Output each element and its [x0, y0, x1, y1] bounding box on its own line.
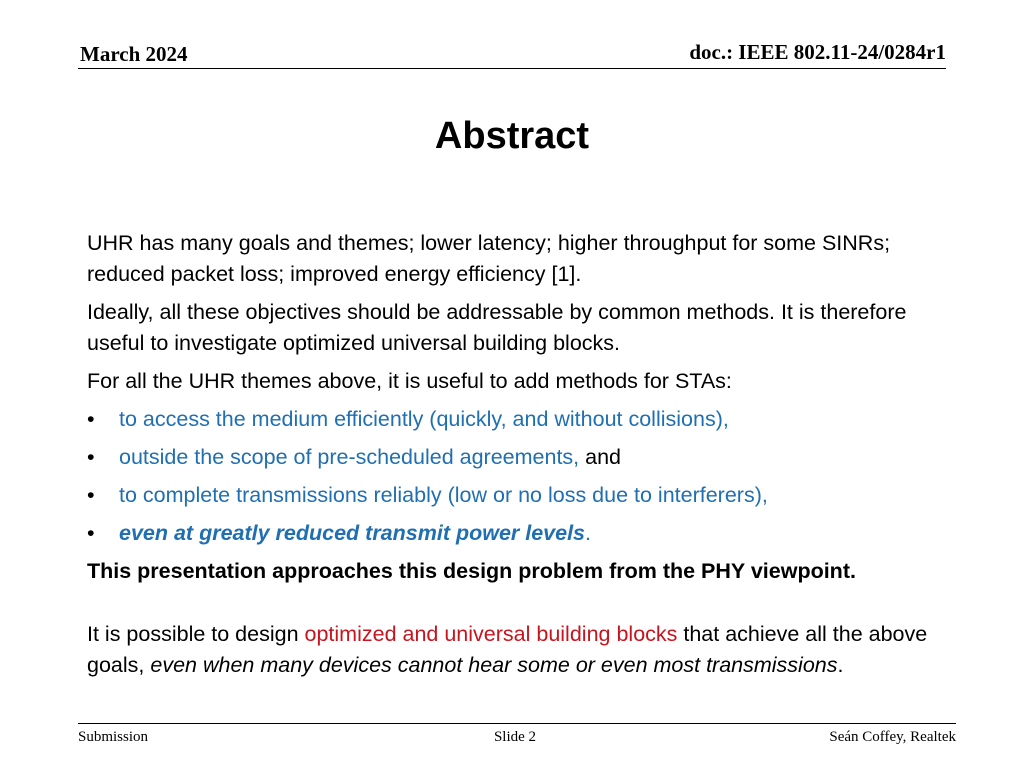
- slide-title: Abstract: [434, 115, 590, 157]
- bullet-text: to complete transmissions reliably (low or no loss due to interferers),: [119, 483, 768, 507]
- paragraph-goals: UHR has many goals and themes; lower latency; higher throughput for some SINRs; reduced packet loss; improved energy efficiency [1].: [87, 231, 891, 286]
- bullet-text-suffix: .: [585, 521, 592, 545]
- bullet-text-emphasis: even at greatly reduced transmit power levels: [119, 521, 586, 545]
- bullet-marker: •: [87, 483, 95, 507]
- footer-slide-number: Slide 2: [493, 729, 537, 745]
- bullet-text: to access the medium efficiently (quickly, and without collisions),: [119, 407, 729, 431]
- closing-text-2: that achieve all the above goals,: [87, 622, 928, 677]
- bullet-text-suffix: and: [579, 445, 622, 469]
- footer-author: Seán Coffey, Realtek: [829, 729, 956, 745]
- spacer: [87, 594, 967, 619]
- closing-text-1: It is possible to design: [87, 622, 305, 646]
- header-doc-id: doc.: IEEE 802.11-24/0284r1: [689, 40, 946, 64]
- paragraph-methods: For all the UHR themes above, it is useful to add methods for STAs:: [87, 369, 732, 393]
- list-item: [87, 480, 967, 511]
- list-item: [87, 442, 967, 473]
- paragraph-closing: [87, 619, 967, 681]
- bullet-marker: •: [87, 521, 95, 545]
- bullet-list: [87, 404, 967, 549]
- slide-body: [87, 228, 967, 688]
- paragraph-objectives: Ideally, all these objectives should be addressable by common methods. It is therefore useful to investigate optimized universal building blocks.: [87, 300, 907, 355]
- bullet-marker: •: [87, 407, 95, 431]
- footer-divider: [78, 723, 956, 724]
- bullet-marker: •: [87, 445, 95, 469]
- closing-italic: even when many devices cannot hear some or even most transmissions: [150, 653, 838, 677]
- bold-statement: This presentation approaches this design problem from the PHY viewpoint.: [87, 559, 856, 583]
- list-item: [87, 518, 967, 549]
- header-date: March 2024: [80, 42, 188, 66]
- list-item: [87, 404, 967, 435]
- footer-submission: Submission: [78, 729, 149, 745]
- closing-highlight: optimized and universal building blocks: [304, 622, 678, 646]
- closing-text-3: .: [837, 653, 844, 677]
- bullet-text: outside the scope of pre-scheduled agreements,: [119, 445, 580, 469]
- header-divider: [78, 68, 946, 69]
